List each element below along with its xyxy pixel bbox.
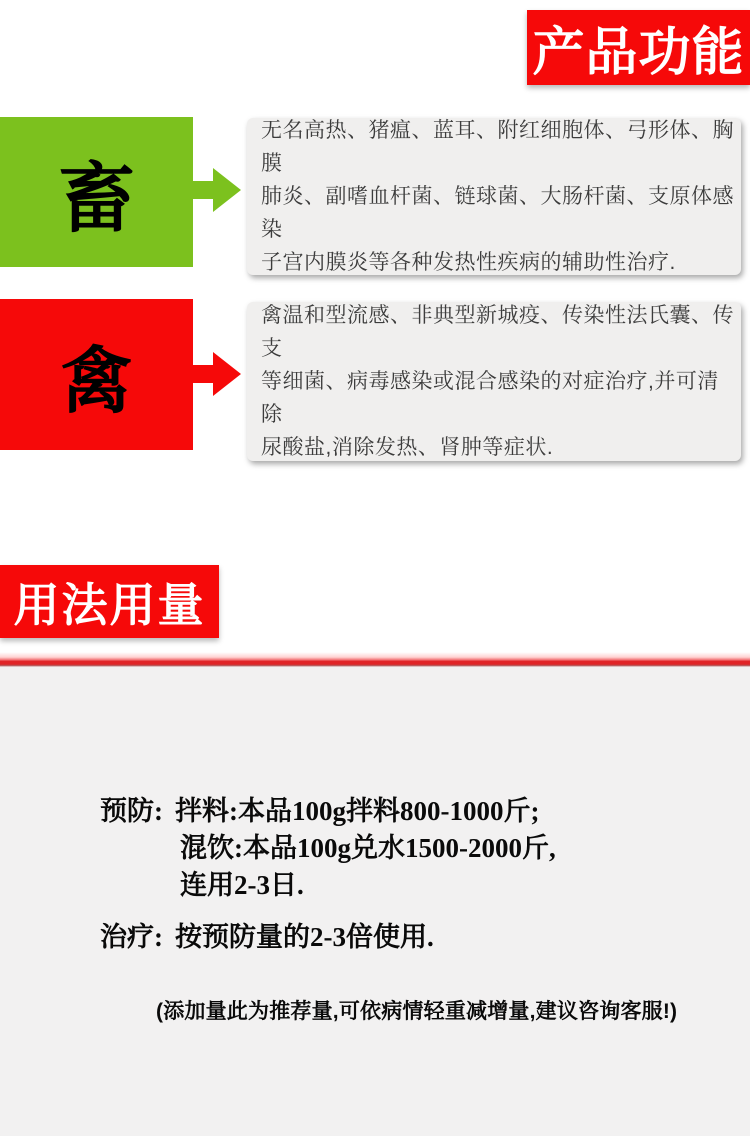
- livestock-info-line: 肺炎、副嗜血杆菌、链球菌、大肠杆菌、支原体感染: [261, 185, 734, 241]
- dosage-line-drinking: [180, 826, 556, 865]
- prevention-feed-text: 拌料:本品100g拌料800-1000斤;: [175, 796, 540, 826]
- dosage-line-duration: [180, 863, 304, 902]
- usage-dosage-title: 用法用量: [13, 579, 206, 631]
- treatment-label: 治疗:: [100, 922, 163, 952]
- livestock-tag-label: 畜: [58, 156, 135, 242]
- poultry-info-line: 尿酸盐,消除发热、肾肿等症状.: [261, 436, 554, 459]
- livestock-info-line: 无名高热、猪瘟、蓝耳、附红细胞体、弓形体、胸膜: [261, 119, 734, 175]
- duration-text: 连用2-3日.: [180, 870, 304, 900]
- usage-section-background: [0, 667, 750, 1136]
- dosage-line-treatment: [100, 915, 434, 954]
- livestock-info-line: 子宫内膜炎等各种发热性疾病的辅助性治疗.: [261, 251, 676, 274]
- arrow-right-icon: [191, 168, 241, 212]
- product-functions-title: 产品功能: [532, 25, 745, 82]
- drinking-text: 混饮:本品100g兑水1500-2000斤,: [180, 833, 556, 863]
- prevention-label: 预防:: [100, 796, 163, 826]
- red-divider-line: [0, 648, 750, 667]
- poultry-tag-label: 禽: [60, 341, 133, 422]
- dosage-line-prevention: [100, 789, 539, 828]
- treatment-text: 按预防量的2-3倍使用.: [175, 922, 434, 952]
- section-banner-usage-dosage: [0, 565, 219, 638]
- section-banner-product-functions: [527, 10, 750, 85]
- poultry-tag-box: [0, 299, 193, 450]
- dosage-note: (添加量此为推荐量,可依病情轻重减增量,建议咨询客服!): [156, 1000, 678, 1023]
- poultry-info-panel: [247, 302, 741, 461]
- poultry-info-line: 等细菌、病毒感染或混合感染的对症治疗,并可清除: [261, 370, 719, 426]
- arrow-right-icon: [191, 352, 241, 396]
- livestock-info-panel: [247, 118, 741, 275]
- livestock-tag-box: [0, 117, 193, 267]
- poultry-info-line: 禽温和型流感、非典型新城疫、传染性法氏囊、传支: [261, 304, 734, 360]
